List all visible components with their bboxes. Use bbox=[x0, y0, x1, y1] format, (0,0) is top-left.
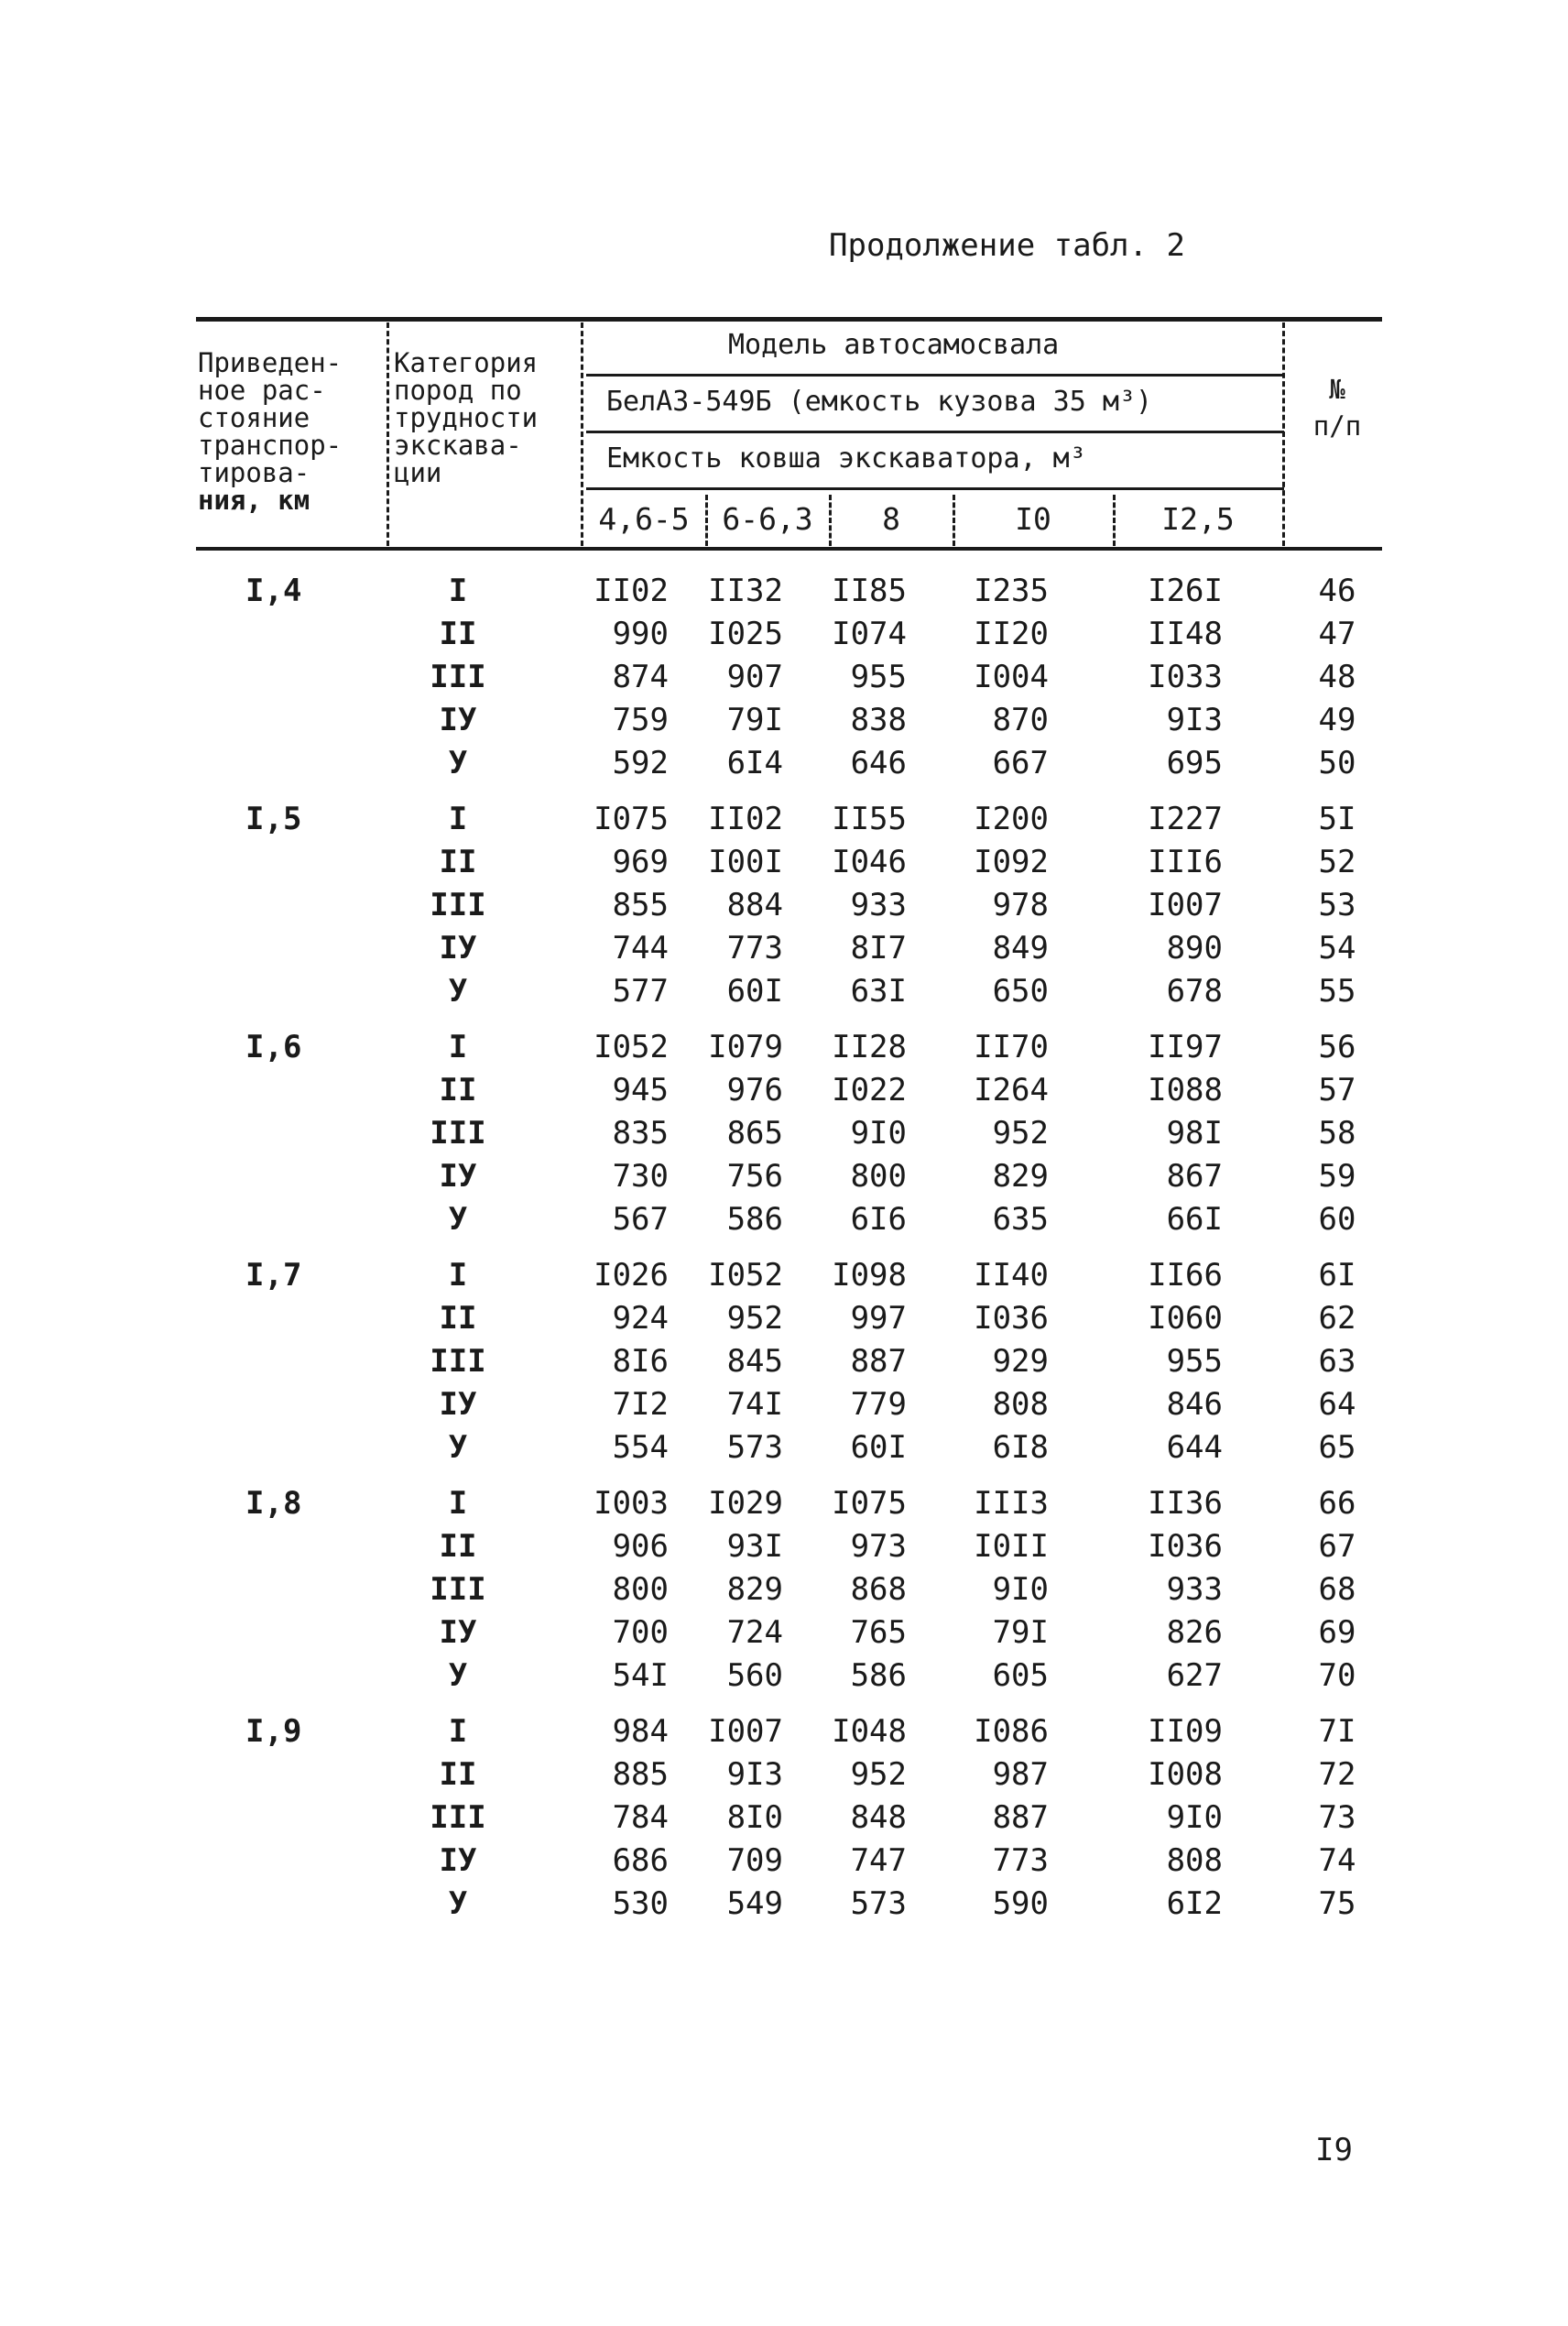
header-line: трудности bbox=[394, 402, 539, 433]
productivity-value: II66 bbox=[1148, 1257, 1223, 1294]
productivity-value: 800 bbox=[850, 1158, 907, 1195]
header-divider bbox=[705, 495, 708, 546]
productivity-value: I048 bbox=[832, 1713, 907, 1750]
productivity-value: 9I3 bbox=[726, 1756, 783, 1793]
header-divider bbox=[953, 495, 955, 546]
row-number: 64 bbox=[1318, 1386, 1356, 1423]
table-row bbox=[0, 1528, 1568, 1571]
productivity-value: II28 bbox=[832, 1029, 907, 1065]
productivity-value: 973 bbox=[850, 1528, 907, 1565]
rock-category: II bbox=[439, 1756, 477, 1793]
productivity-value: 829 bbox=[992, 1158, 1049, 1195]
productivity-value: I036 bbox=[1148, 1528, 1223, 1565]
row-number: 74 bbox=[1318, 1842, 1356, 1879]
productivity-value: I022 bbox=[832, 1072, 907, 1108]
productivity-value: I235 bbox=[974, 573, 1049, 609]
productivity-value: 79I bbox=[726, 702, 783, 738]
table-row bbox=[0, 1257, 1568, 1300]
rock-category: IУ bbox=[439, 1158, 477, 1195]
productivity-value: 924 bbox=[612, 1300, 669, 1337]
productivity-value: 98I bbox=[1166, 1115, 1223, 1152]
table-row bbox=[0, 930, 1568, 973]
rock-category: I bbox=[448, 1713, 468, 1750]
table-top-rule bbox=[196, 317, 1382, 322]
header-rule bbox=[586, 487, 1284, 490]
table-row bbox=[0, 702, 1568, 745]
rock-category: У bbox=[448, 1885, 468, 1922]
productivity-value: I079 bbox=[708, 1029, 783, 1065]
productivity-value: 9I3 bbox=[1166, 702, 1223, 738]
header-line: тирова- bbox=[198, 457, 310, 488]
row-number: 54 bbox=[1318, 930, 1356, 966]
header-divider bbox=[1113, 495, 1116, 546]
header-line: ное рас- bbox=[198, 375, 326, 406]
row-number: 7I bbox=[1318, 1713, 1356, 1750]
rock-category: II bbox=[439, 1528, 477, 1565]
productivity-value: 976 bbox=[726, 1072, 783, 1108]
productivity-value: 874 bbox=[612, 659, 669, 695]
table-row bbox=[0, 844, 1568, 887]
productivity-value: 756 bbox=[726, 1158, 783, 1195]
rock-category: II bbox=[439, 616, 477, 652]
table-row bbox=[0, 1756, 1568, 1799]
productivity-value: 800 bbox=[612, 1571, 669, 1608]
row-number: 60 bbox=[1318, 1201, 1356, 1238]
rock-category: У bbox=[448, 745, 468, 781]
row-number: 57 bbox=[1318, 1072, 1356, 1108]
productivity-value: 884 bbox=[726, 887, 783, 923]
productivity-value: 667 bbox=[992, 745, 1049, 781]
rock-category: I bbox=[448, 801, 468, 837]
rock-category: IУ bbox=[439, 1386, 477, 1423]
table-header-bottom-rule bbox=[196, 547, 1382, 551]
row-number: 69 bbox=[1318, 1614, 1356, 1651]
table-row bbox=[0, 973, 1568, 1016]
productivity-value: 945 bbox=[612, 1072, 669, 1108]
header-bucket-title: Емкость ковша экскаватора, м³ bbox=[606, 442, 1086, 475]
rock-category: II bbox=[439, 1072, 477, 1108]
productivity-value: I086 bbox=[974, 1713, 1049, 1750]
productivity-value: 650 bbox=[992, 973, 1049, 1010]
productivity-value: 6I6 bbox=[850, 1201, 907, 1238]
header-bucket-size: I0 bbox=[1015, 501, 1051, 537]
table-row bbox=[0, 1386, 1568, 1429]
header-distance bbox=[198, 349, 342, 514]
productivity-value: 865 bbox=[726, 1115, 783, 1152]
row-number: 58 bbox=[1318, 1115, 1356, 1152]
productivity-value: 952 bbox=[992, 1115, 1049, 1152]
table-row bbox=[0, 1885, 1568, 1928]
row-number: 56 bbox=[1318, 1029, 1356, 1065]
productivity-value: 955 bbox=[1166, 1343, 1223, 1380]
productivity-value: 554 bbox=[612, 1429, 669, 1466]
header-line: ния, км bbox=[198, 485, 310, 516]
productivity-value: I074 bbox=[832, 616, 907, 652]
row-number: 65 bbox=[1318, 1429, 1356, 1466]
row-number: 73 bbox=[1318, 1799, 1356, 1836]
productivity-value: I026 bbox=[593, 1257, 669, 1294]
header-line: стояние bbox=[198, 402, 310, 433]
table-row bbox=[0, 659, 1568, 702]
productivity-value: I025 bbox=[708, 616, 783, 652]
productivity-value: 6I2 bbox=[1166, 1885, 1223, 1922]
productivity-value: 695 bbox=[1166, 745, 1223, 781]
rock-category: III bbox=[430, 1571, 486, 1608]
row-number: 63 bbox=[1318, 1343, 1356, 1380]
rock-category: У bbox=[448, 1201, 468, 1238]
productivity-value: 855 bbox=[612, 887, 669, 923]
header-bucket-size: 8 bbox=[882, 501, 900, 537]
productivity-value: 846 bbox=[1166, 1386, 1223, 1423]
productivity-value: II97 bbox=[1148, 1029, 1223, 1065]
productivity-value: 845 bbox=[726, 1343, 783, 1380]
rock-category: III bbox=[430, 887, 486, 923]
header-divider bbox=[581, 322, 583, 546]
productivity-value: 826 bbox=[1166, 1614, 1223, 1651]
productivity-value: I200 bbox=[974, 801, 1049, 837]
productivity-value: 744 bbox=[612, 930, 669, 966]
productivity-value: II36 bbox=[1148, 1485, 1223, 1522]
row-number: 66 bbox=[1318, 1485, 1356, 1522]
productivity-value: 93I bbox=[726, 1528, 783, 1565]
header-number bbox=[1291, 371, 1383, 444]
productivity-value: I036 bbox=[974, 1300, 1049, 1337]
header-bucket-size: 6-6,3 bbox=[722, 501, 813, 537]
table-row bbox=[0, 1158, 1568, 1201]
table-row bbox=[0, 1485, 1568, 1528]
rock-category: III bbox=[430, 1799, 486, 1836]
table-row bbox=[0, 573, 1568, 616]
table-row bbox=[0, 616, 1568, 659]
productivity-value: II85 bbox=[832, 573, 907, 609]
header-line: пород по bbox=[394, 375, 522, 406]
productivity-value: 773 bbox=[726, 930, 783, 966]
productivity-value: 929 bbox=[992, 1343, 1049, 1380]
header-model-title: Модель автосамосвала bbox=[728, 329, 1060, 361]
row-number: 67 bbox=[1318, 1528, 1356, 1565]
productivity-value: II70 bbox=[974, 1029, 1049, 1065]
rock-category: III bbox=[430, 1343, 486, 1380]
productivity-value: I007 bbox=[1148, 887, 1223, 923]
productivity-value: I052 bbox=[708, 1257, 783, 1294]
productivity-value: 868 bbox=[850, 1571, 907, 1608]
productivity-value: 952 bbox=[850, 1756, 907, 1793]
productivity-value: II09 bbox=[1148, 1713, 1223, 1750]
productivity-value: 990 bbox=[612, 616, 669, 652]
rock-category: I bbox=[448, 1485, 468, 1522]
distance-value: I,7 bbox=[245, 1257, 302, 1294]
rock-category: III bbox=[430, 1115, 486, 1152]
rock-category: II bbox=[439, 1300, 477, 1337]
productivity-value: III3 bbox=[974, 1485, 1049, 1522]
productivity-value: 848 bbox=[850, 1799, 907, 1836]
productivity-value: 978 bbox=[992, 887, 1049, 923]
productivity-value: 933 bbox=[1166, 1571, 1223, 1608]
page-number: I9 bbox=[1315, 2132, 1353, 2168]
productivity-value: I007 bbox=[708, 1713, 783, 1750]
productivity-value: I008 bbox=[1148, 1756, 1223, 1793]
table-row bbox=[0, 1713, 1568, 1756]
rock-category: I bbox=[448, 573, 468, 609]
productivity-value: 933 bbox=[850, 887, 907, 923]
productivity-value: 849 bbox=[992, 930, 1049, 966]
productivity-value: I098 bbox=[832, 1257, 907, 1294]
rock-category: IУ bbox=[439, 930, 477, 966]
productivity-value: 730 bbox=[612, 1158, 669, 1195]
productivity-value: II55 bbox=[832, 801, 907, 837]
header-line: экскава- bbox=[394, 430, 522, 461]
productivity-value: II40 bbox=[974, 1257, 1049, 1294]
productivity-value: I060 bbox=[1148, 1300, 1223, 1337]
row-number: 47 bbox=[1318, 616, 1356, 652]
productivity-value: 6I4 bbox=[726, 745, 783, 781]
rock-category: У bbox=[448, 1429, 468, 1466]
productivity-value: I26I bbox=[1148, 573, 1223, 609]
row-number: 72 bbox=[1318, 1756, 1356, 1793]
productivity-value: 6I8 bbox=[992, 1429, 1049, 1466]
productivity-value: 66I bbox=[1166, 1201, 1223, 1238]
header-line: Категория bbox=[394, 347, 539, 378]
productivity-value: 573 bbox=[726, 1429, 783, 1466]
productivity-value: II48 bbox=[1148, 616, 1223, 652]
header-truck-model: БелАЗ-549Б (емкость кузова 35 м³) bbox=[606, 386, 1153, 418]
distance-value: I,5 bbox=[245, 801, 302, 837]
header-line: Приведен- bbox=[198, 347, 343, 378]
productivity-value: I00I bbox=[708, 844, 783, 880]
header-rule bbox=[586, 431, 1284, 433]
productivity-value: 867 bbox=[1166, 1158, 1223, 1195]
header-bucket-size: 4,6-5 bbox=[598, 501, 690, 537]
table-caption: Продолжение табл. 2 bbox=[829, 227, 1185, 264]
productivity-value: 747 bbox=[850, 1842, 907, 1879]
row-number: 70 bbox=[1318, 1657, 1356, 1694]
distance-value: I,9 bbox=[245, 1713, 302, 1750]
productivity-value: II02 bbox=[593, 573, 669, 609]
table-row bbox=[0, 1571, 1568, 1614]
distance-value: I,6 bbox=[245, 1029, 302, 1065]
productivity-value: I029 bbox=[708, 1485, 783, 1522]
productivity-value: 9I0 bbox=[992, 1571, 1049, 1608]
productivity-value: 635 bbox=[992, 1201, 1049, 1238]
productivity-value: I092 bbox=[974, 844, 1049, 880]
productivity-value: II32 bbox=[708, 573, 783, 609]
productivity-value: 586 bbox=[726, 1201, 783, 1238]
rock-category: IУ bbox=[439, 1614, 477, 1651]
productivity-value: I003 bbox=[593, 1485, 669, 1522]
productivity-value: 779 bbox=[850, 1386, 907, 1423]
productivity-value: 808 bbox=[1166, 1842, 1223, 1879]
rock-category: I bbox=[448, 1029, 468, 1065]
row-number: 52 bbox=[1318, 844, 1356, 880]
productivity-value: 724 bbox=[726, 1614, 783, 1651]
productivity-value: 887 bbox=[850, 1343, 907, 1380]
row-number: 62 bbox=[1318, 1300, 1356, 1337]
table-row bbox=[0, 1842, 1568, 1885]
table-row bbox=[0, 1429, 1568, 1472]
productivity-value: 887 bbox=[992, 1799, 1049, 1836]
productivity-value: 9I0 bbox=[1166, 1799, 1223, 1836]
row-number: 50 bbox=[1318, 745, 1356, 781]
table-row bbox=[0, 1300, 1568, 1343]
productivity-value: II02 bbox=[708, 801, 783, 837]
productivity-value: 906 bbox=[612, 1528, 669, 1565]
row-number: 5I bbox=[1318, 801, 1356, 837]
header-line: транспор- bbox=[198, 430, 343, 461]
productivity-value: I033 bbox=[1148, 659, 1223, 695]
productivity-value: 60I bbox=[850, 1429, 907, 1466]
productivity-value: 586 bbox=[850, 1657, 907, 1694]
row-number: 6I bbox=[1318, 1257, 1356, 1294]
productivity-value: 8I6 bbox=[612, 1343, 669, 1380]
productivity-value: 79I bbox=[992, 1614, 1049, 1651]
productivity-value: 808 bbox=[992, 1386, 1049, 1423]
productivity-value: 577 bbox=[612, 973, 669, 1010]
header-line: п/п bbox=[1312, 410, 1362, 442]
distance-value: I,4 bbox=[245, 573, 302, 609]
table-row bbox=[0, 1072, 1568, 1115]
rock-category: IУ bbox=[439, 702, 477, 738]
row-number: 55 bbox=[1318, 973, 1356, 1010]
productivity-value: 955 bbox=[850, 659, 907, 695]
table-row bbox=[0, 1343, 1568, 1386]
productivity-value: 573 bbox=[850, 1885, 907, 1922]
productivity-value: 686 bbox=[612, 1842, 669, 1879]
productivity-value: 590 bbox=[992, 1885, 1049, 1922]
productivity-value: 997 bbox=[850, 1300, 907, 1337]
productivity-value: III6 bbox=[1148, 844, 1223, 880]
productivity-value: I075 bbox=[593, 801, 669, 837]
table-row bbox=[0, 887, 1568, 930]
productivity-value: 952 bbox=[726, 1300, 783, 1337]
productivity-value: 549 bbox=[726, 1885, 783, 1922]
row-number: 68 bbox=[1318, 1571, 1356, 1608]
productivity-value: 9I0 bbox=[850, 1115, 907, 1152]
header-divider bbox=[1282, 322, 1285, 546]
productivity-value: 773 bbox=[992, 1842, 1049, 1879]
table-row bbox=[0, 1029, 1568, 1072]
productivity-value: II20 bbox=[974, 616, 1049, 652]
productivity-value: 74I bbox=[726, 1386, 783, 1423]
table-row bbox=[0, 745, 1568, 788]
productivity-value: 644 bbox=[1166, 1429, 1223, 1466]
table-row bbox=[0, 1201, 1568, 1244]
productivity-value: 627 bbox=[1166, 1657, 1223, 1694]
row-number: 49 bbox=[1318, 702, 1356, 738]
row-number: 75 bbox=[1318, 1885, 1356, 1922]
distance-value: I,8 bbox=[245, 1485, 302, 1522]
header-divider bbox=[829, 495, 832, 546]
productivity-value: 7I2 bbox=[612, 1386, 669, 1423]
productivity-value: 885 bbox=[612, 1756, 669, 1793]
header-bucket-size: I2,5 bbox=[1161, 501, 1235, 537]
productivity-value: 765 bbox=[850, 1614, 907, 1651]
productivity-value: 759 bbox=[612, 702, 669, 738]
header-divider bbox=[387, 322, 389, 546]
productivity-value: I004 bbox=[974, 659, 1049, 695]
rock-category: II bbox=[439, 844, 477, 880]
productivity-value: 530 bbox=[612, 1885, 669, 1922]
productivity-value: 60I bbox=[726, 973, 783, 1010]
table-row bbox=[0, 1614, 1568, 1657]
productivity-value: I227 bbox=[1148, 801, 1223, 837]
table-row bbox=[0, 801, 1568, 844]
productivity-value: I046 bbox=[832, 844, 907, 880]
productivity-value: I264 bbox=[974, 1072, 1049, 1108]
header-rule bbox=[586, 374, 1284, 377]
productivity-value: 8I7 bbox=[850, 930, 907, 966]
productivity-value: 987 bbox=[992, 1756, 1049, 1793]
row-number: 59 bbox=[1318, 1158, 1356, 1195]
productivity-value: I052 bbox=[593, 1029, 669, 1065]
productivity-value: I088 bbox=[1148, 1072, 1223, 1108]
productivity-value: 890 bbox=[1166, 930, 1223, 966]
productivity-value: 646 bbox=[850, 745, 907, 781]
productivity-value: 709 bbox=[726, 1842, 783, 1879]
productivity-value: 8I0 bbox=[726, 1799, 783, 1836]
rock-category: IУ bbox=[439, 1842, 477, 1879]
productivity-value: 567 bbox=[612, 1201, 669, 1238]
row-number: 53 bbox=[1318, 887, 1356, 923]
productivity-value: 984 bbox=[612, 1713, 669, 1750]
productivity-value: 592 bbox=[612, 745, 669, 781]
productivity-value: 907 bbox=[726, 659, 783, 695]
productivity-value: 838 bbox=[850, 702, 907, 738]
productivity-value: 784 bbox=[612, 1799, 669, 1836]
productivity-value: 700 bbox=[612, 1614, 669, 1651]
productivity-value: 870 bbox=[992, 702, 1049, 738]
productivity-value: 678 bbox=[1166, 973, 1223, 1010]
productivity-value: 835 bbox=[612, 1115, 669, 1152]
productivity-value: 63I bbox=[850, 973, 907, 1010]
productivity-value: 829 bbox=[726, 1571, 783, 1608]
header-category bbox=[394, 349, 538, 486]
productivity-value: 54I bbox=[612, 1657, 669, 1694]
table-row bbox=[0, 1115, 1568, 1158]
productivity-value: I0II bbox=[974, 1528, 1049, 1565]
header-line: ции bbox=[394, 457, 442, 488]
productivity-value: 560 bbox=[726, 1657, 783, 1694]
table-row bbox=[0, 1799, 1568, 1842]
rock-category: III bbox=[430, 659, 486, 695]
productivity-value: 605 bbox=[992, 1657, 1049, 1694]
row-number: 48 bbox=[1318, 659, 1356, 695]
row-number: 46 bbox=[1318, 573, 1356, 609]
header-line: № bbox=[1329, 374, 1345, 405]
rock-category: У bbox=[448, 1657, 468, 1694]
productivity-value: I075 bbox=[832, 1485, 907, 1522]
table-row bbox=[0, 1657, 1568, 1700]
rock-category: I bbox=[448, 1257, 468, 1294]
rock-category: У bbox=[448, 973, 468, 1010]
productivity-value: 969 bbox=[612, 844, 669, 880]
